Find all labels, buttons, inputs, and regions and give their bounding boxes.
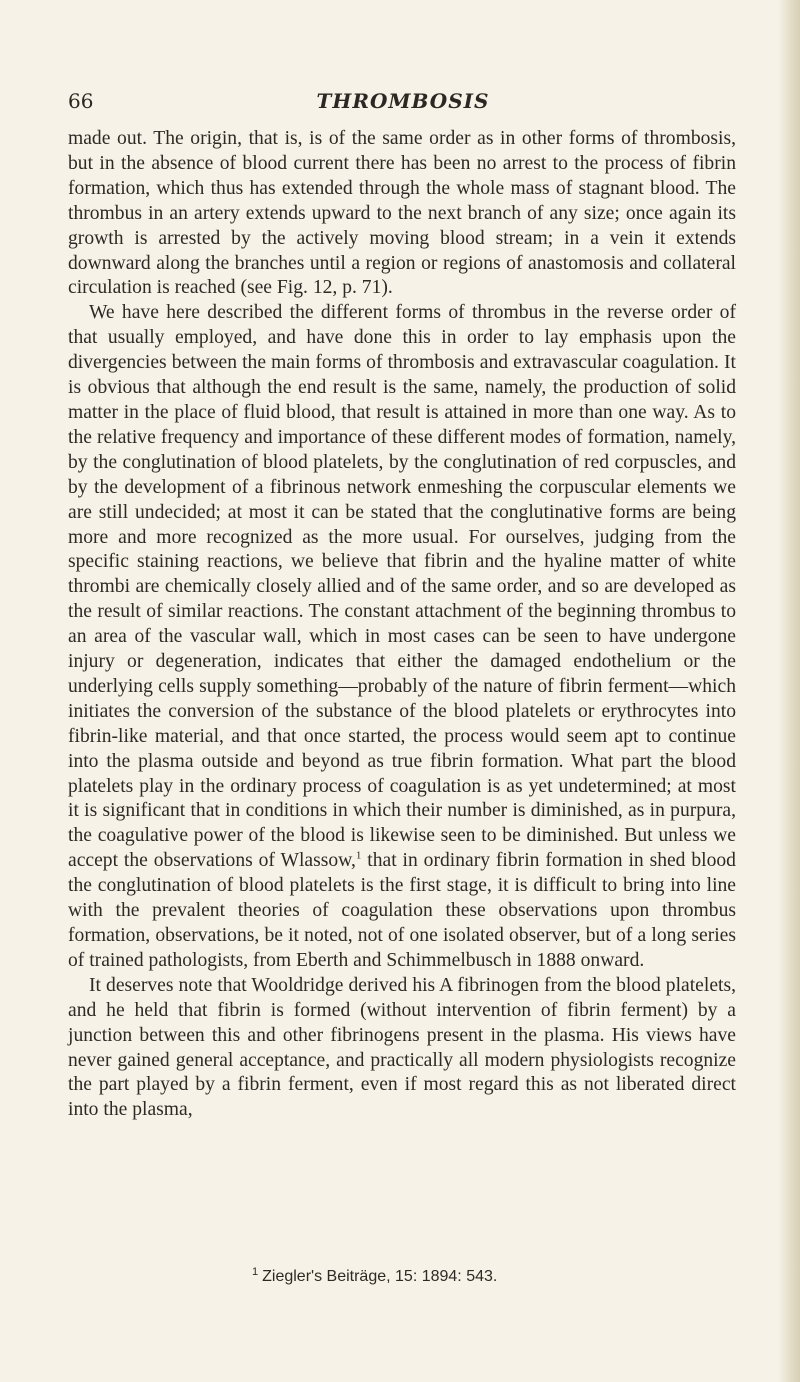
footnote-reference: 1 <box>355 849 362 862</box>
paragraph-3: It deserves note that Wooldridge derived his A fibrinogen from the blood platelets, and he held that fibrin is formed (without intervention of fibrin ferment) by a junction between this and other fibrinogens present in the plasma. His views have never gained general acceptance, and practically all modern physiologists recognize the part played by a fibrin ferment, even if most regard this as not liberated direct into the plasma, <box>68 974 736 1121</box>
paragraph-2-part-2: that in ordinary fibrin formation in shed blood the conglutination of blood platelets is the first stage, it is difficult to bring into line with the prevalent theories of coagulation these observations upon thrombus formation, observations, be it noted, not of one isolated observer, but of a long series of trained pathologists, from Eberth and Schimmelbusch in 1888 onward. <box>68 850 736 971</box>
paragraph-2 <box>68 301 736 973</box>
footnote-text: Ziegler's Beiträge, 15: 1894: 543. <box>262 1268 498 1285</box>
page-edge-shadow <box>778 0 800 1382</box>
footnote-mark: 1 <box>252 1265 259 1278</box>
running-head: THROMBOSIS <box>316 89 490 113</box>
footnote <box>252 1266 732 1288</box>
page-header <box>68 86 738 116</box>
paragraph-2-part-1: We have here described the different forms of thrombus in the reverse order of that usually employed, and have done this in order to lay emphasis upon the divergencies between the main forms of thrombosis and extravascular coagulation. It is obvious that although the end result is the same, namely, the production of solid matter in the place of fluid blood, that result is attained in more than one way. As to the relative frequency and importance of these different modes of formation, namely, by the conglutination of blood platelets, by the conglutination of red corpuscles, and by the development of a fibrinous network enmeshing the corpuscular elements we are still undecided; at most it can be stated that the conglutinative forms are being more and more recognized as the more usual. For ourselves, judging from the specific staining reactions, we believe that fibrin and the hyaline matter of white thrombi are chemically closely allied and of the same order, and so are developed as the result of similar reactions. The constant attachment of the beginning thrombus to an area of the vascular wall, which in most cases can be seen to have undergone injury or degeneration, indicates that either the damaged endothelium or the underlying cells supply something—probably of the nature of fibrin ferment—which initiates the conversion of the substance of the blood platelets or erythrocytes into fibrin-like material, and that once started, the process would seem apt to continue into the plasma outside and beyond as true fibrin formation. What part the blood platelets play in the ordinary process of coagulation is as yet undetermined; at most it is significant that in conditions in which their number is diminished, as in purpura, the coagulative power of the blood is likewise seen to be diminished. But unless we accept the observations of Wlassow, <box>68 302 736 872</box>
body-text <box>68 127 736 1123</box>
paragraph-1: made out. The origin, that is, is of the same order as in other forms of thrombosis, but in the absence of blood current there has been no arrest to the process of fibrin formation, which thus has extended through the whole mass of stagnant blood. The thrombus in an artery extends upward to the next branch of any size; once again its growth is arrested by the actively moving blood stream; in a vein it extends downward along the branches until a region or regions of anastomosis and collateral circulation is reached (see Fig. 12, p. 71). <box>68 128 736 299</box>
page-number: 66 <box>68 89 94 113</box>
